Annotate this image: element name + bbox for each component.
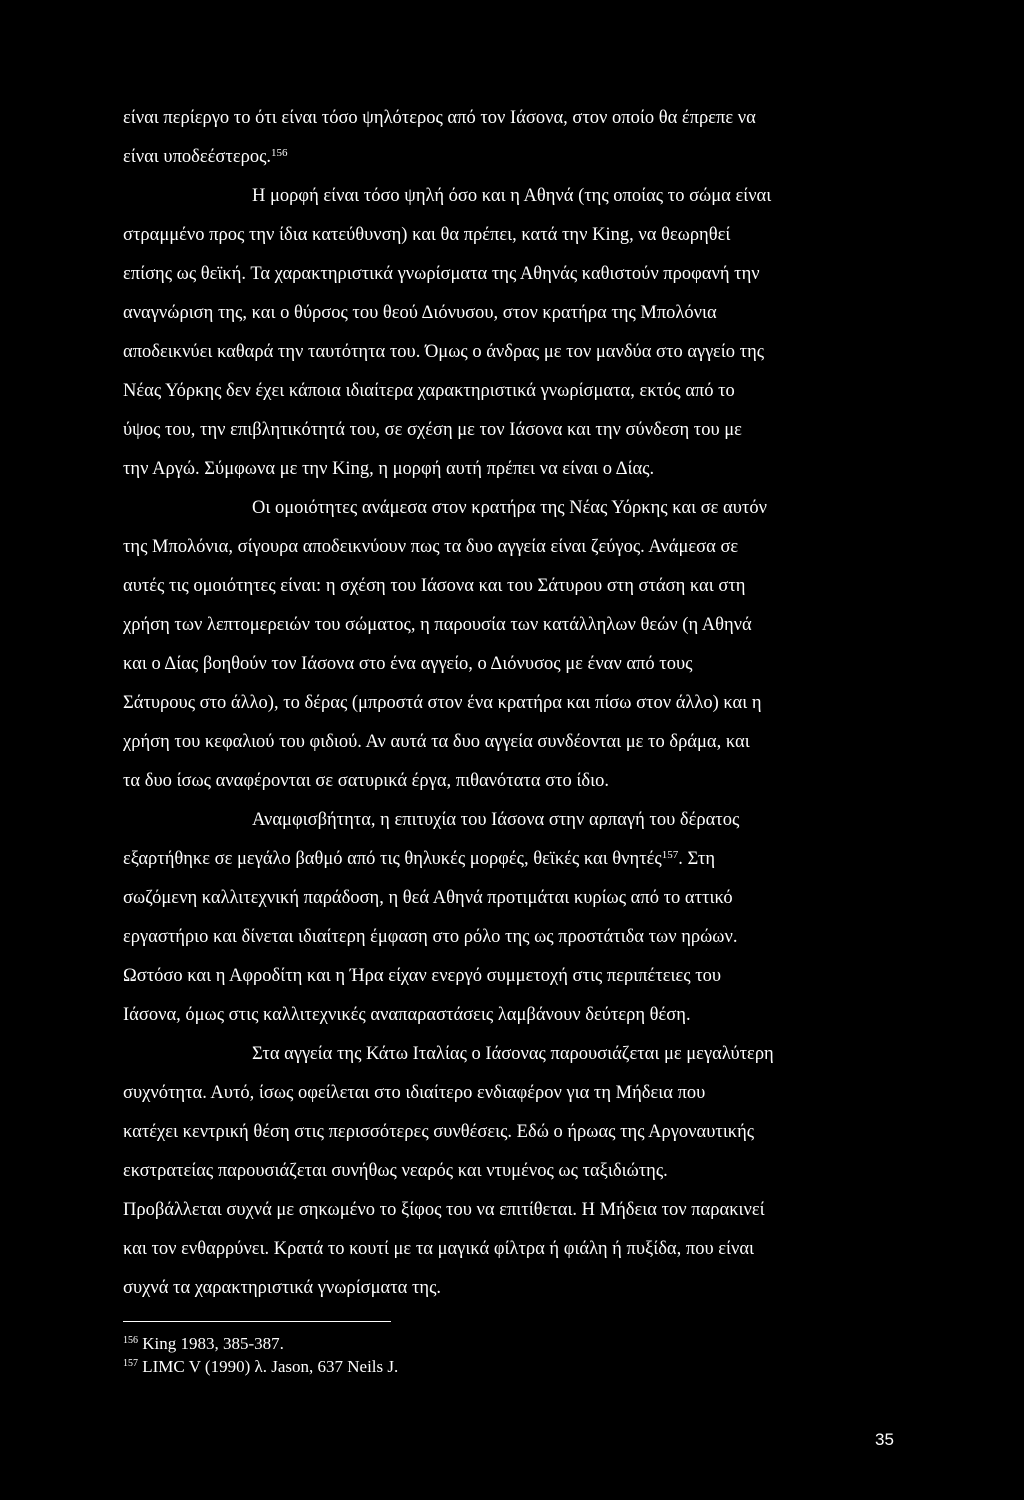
- text-line: εκστρατείας παρουσιάζεται συνήθως νεαρός και ντυμένος ως ταξιδιώτης.: [123, 1161, 668, 1181]
- text-line: ύψος του, την επιβλητικότητά του, σε σχέση με τον Ιάσονα και την σύνδεση του με: [123, 420, 742, 440]
- text-line: [123, 145, 288, 169]
- text-line: Οι ομοιότητες ανάμεσα στον κρατήρα της Νέας Υόρκης και σε αυτόν: [252, 498, 767, 518]
- footnote: [123, 1357, 398, 1377]
- text-line: και τον ενθαρρύνει. Κρατά το κουτί με τα μαγικά φίλτρα ή φιάλη ή πυξίδα, που είναι: [123, 1239, 755, 1259]
- text-line: αναγνώριση της, και ο θύρσος του θεού Διόνυσου, στον κρατήρα της Μπολόνια: [123, 303, 717, 323]
- text-line: και ο Δίας βοηθούν τον Ιάσονα στο ένα αγγείο, ο Διόνυσος με έναν από τους: [123, 654, 693, 674]
- footnote-mark: 157: [123, 1358, 138, 1369]
- footnote-text: LIMC V (1990) λ. Jason, 637 Neils J.: [142, 1357, 399, 1376]
- text-line: στραμμένο προς την ίδια κατεύθυνση) και θα πρέπει, κατά την King, να θεωρηθεί: [123, 225, 731, 245]
- text-line: αυτές τις ομοιότητες είναι: η σχέση του Ιάσονα και του Σάτυρου στη στάση και στη: [123, 576, 746, 596]
- text-line: Σάτυρους στο άλλο), το δέρας (μπροστά στον ένα κρατήρα και πίσω στον άλλο) και η: [123, 693, 762, 713]
- page-number: 35: [875, 1430, 894, 1449]
- footnote-mark: 156: [123, 1335, 138, 1346]
- text-line: είναι περίεργο το ότι είναι τόσο ψηλότερος από τον Ιάσονα, στον οποίο θα έπρεπε να: [123, 108, 756, 128]
- text-line-content: . Στη: [678, 849, 716, 869]
- text-line: εργαστήριο και δίνεται ιδιαίτερη έμφαση στο ρόλο της ως προστάτιδα των ηρώων.: [123, 927, 738, 947]
- text-line: της Μπολόνια, σίγουρα αποδεικνύουν πως τα δυο αγγεία είναι ζεύγος. Ανάμεσα σε: [123, 537, 739, 557]
- text-line: κατέχει κεντρική θέση στις περισσότερες συνθέσεις. Εδώ ο ήρωας της Αργοναυτικής: [123, 1122, 755, 1142]
- footnote-ref: 157: [661, 849, 679, 861]
- text-line: συχνότητα. Αυτό, ίσως οφείλεται στο ιδιαίτερο ενδιαφέρον για τη Μήδεια που: [123, 1083, 706, 1103]
- footnote: [123, 1334, 284, 1354]
- text-line: χρήση του κεφαλιού του φιδιού. Αν αυτά τα δυο αγγεία συνδέονται με το δράμα, και: [123, 732, 750, 752]
- text-line: επίσης ως θεϊκή. Τα χαρακτηριστικά γνωρίσματα της Αθηνάς καθιστούν προφανή την: [123, 264, 760, 284]
- text-line: Αναμφισβήτητα, η επιτυχία του Ιάσονα στην αρπαγή του δέρατος: [252, 810, 740, 830]
- text-line: Ιάσονα, όμως στις καλλιτεχνικές αναπαραστάσεις λαμβάνουν δεύτερη θέση.: [123, 1005, 691, 1025]
- footnote-divider: [123, 1321, 391, 1322]
- text-line: σωζόμενη καλλιτεχνική παράδοση, η θεά Αθηνά προτιμάται κυρίως από το αττικό: [123, 888, 733, 908]
- text-line: συχνά τα χαρακτηριστικά γνωρίσματα της.: [123, 1278, 442, 1298]
- text-line-content: εξαρτήθηκε σε μεγάλο βαθμό από τις θηλυκές μορφές, θεϊκές και θνητές: [123, 849, 662, 869]
- text-line: Η μορφή είναι τόσο ψηλή όσο και η Αθηνά (της οποίας το σώμα είναι: [252, 186, 772, 206]
- text-line-content: είναι υποδεέστερος.: [123, 147, 272, 167]
- footnote-text: King 1983, 385-387.: [142, 1334, 284, 1353]
- text-line: Προβάλλεται συχνά με σηκωμένο το ξίφος του να επιτίθεται. Η Μήδεια τον παρακινεί: [123, 1200, 765, 1220]
- text-line: χρήση των λεπτομερειών του σώματος, η παρουσία των κατάλληλων θεών (η Αθηνά: [123, 615, 752, 635]
- text-line: τα δυο ίσως αναφέρονται σε σατυρικά έργα, πιθανότατα στο ίδιο.: [123, 771, 609, 791]
- text-line: [123, 847, 715, 871]
- text-line: Νέας Υόρκης δεν έχει κάποια ιδιαίτερα χαρακτηριστικά γνωρίσματα, εκτός από το: [123, 381, 735, 401]
- footnote-ref: 156: [271, 147, 288, 159]
- text-line: την Αργώ. Σύμφωνα με την King, η μορφή αυτή πρέπει να είναι ο Δίας.: [123, 459, 655, 479]
- text-line: Ωστόσο και η Αφροδίτη και η Ήρα είχαν ενεργό συμμετοχή στις περιπέτειες του: [123, 966, 722, 986]
- text-line: Στα αγγεία της Κάτω Ιταλίας ο Ιάσονας παρουσιάζεται με μεγαλύτερη: [252, 1044, 774, 1064]
- text-line: αποδεικνύει καθαρά την ταυτότητα του. Όμως ο άνδρας με τον μανδύα στο αγγείο της: [123, 342, 765, 362]
